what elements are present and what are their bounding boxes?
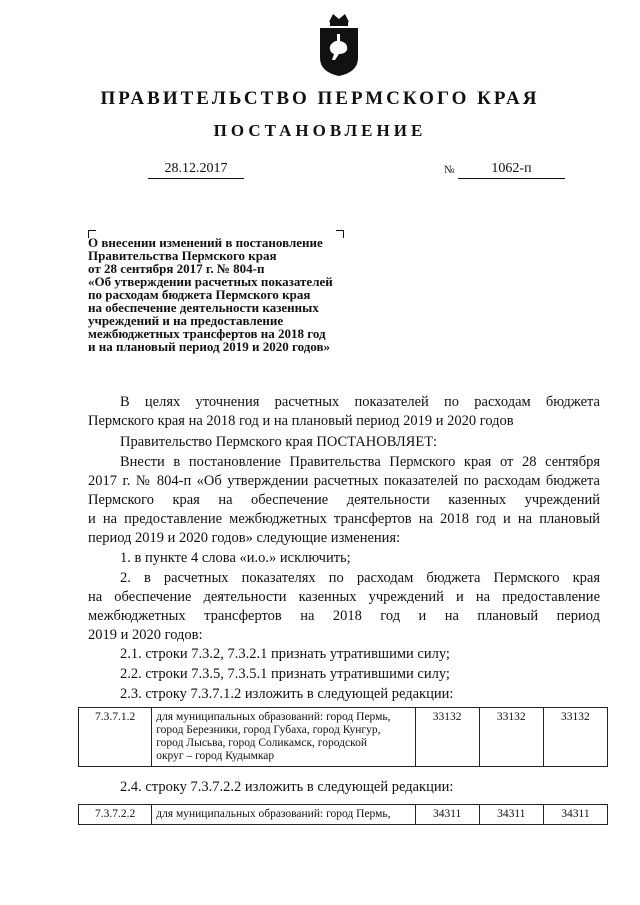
paragraph-amend xyxy=(88,453,600,548)
item-2-4 xyxy=(88,778,600,797)
paragraph-resolves xyxy=(88,433,600,452)
title-line: Правительства Пермского края xyxy=(88,248,277,263)
text-line: на обеспечение деятельности казенных учреждений и на предоставление xyxy=(88,589,600,605)
text-line: 1. в пункте 4 слова «и.о.» исключить; xyxy=(120,550,351,566)
text-line: Пермского края на 2018 год и на плановый период 2019 и 2020 годов xyxy=(88,413,514,429)
title-line: «Об утверждении расчетных показателей xyxy=(88,274,333,289)
table-row-7-3-7-1-2 xyxy=(78,707,608,767)
desc-line: округ – город Кудымкар xyxy=(156,750,275,762)
desc-line: город Березники, город Губаха, город Кунгур, xyxy=(156,724,381,736)
desc-line: для муниципальных образований: город Пермь, xyxy=(156,808,391,820)
text-line: 2.2. строки 7.3.5, 7.3.5.1 признать утратившими силу; xyxy=(120,666,450,682)
item-2-2 xyxy=(88,665,600,684)
coat-of-arms-icon xyxy=(317,10,361,78)
text-line: межбюджетных трансфертов на 2018 год и на плановый период xyxy=(88,608,600,624)
text-line: В целях уточнения расчетных показателей по расходам бюджета xyxy=(120,394,600,410)
table-row-7-3-7-2-2 xyxy=(78,804,608,825)
row-code: 7.3.7.1.2 xyxy=(79,708,152,767)
text-line: 2.1. строки 7.3.2, 7.3.2.1 признать утратившими силу; xyxy=(120,646,450,662)
text-line: 2. в расчетных показателях по расходам бюджета Пермского края xyxy=(120,570,600,586)
number-sign: № xyxy=(444,164,455,176)
value-2020: 34311 xyxy=(543,805,607,825)
title-line: на обеспечение деятельности казенных xyxy=(88,300,319,315)
value-2020: 33132 xyxy=(543,708,607,767)
text-line: Внести в постановление Правительства Пермского края от 28 сентября xyxy=(120,454,600,470)
value-2019: 33132 xyxy=(479,708,543,767)
title-line: учреждений и на предоставление xyxy=(88,313,284,328)
document-type: ПОСТАНОВЛЕНИЕ xyxy=(213,121,427,140)
item-2-1 xyxy=(88,645,600,664)
row-description xyxy=(152,708,415,767)
document-title xyxy=(88,236,388,353)
row-description xyxy=(152,805,415,825)
item-1 xyxy=(88,549,600,568)
title-line: межбюджетных трансфертов на 2018 год xyxy=(88,326,326,341)
text-line: 2017 г. № 804-п «Об утверждении расчетных показателей по расходам бюджета xyxy=(88,473,600,489)
text-line: период 2019 и 2020 годов» следующие изменения: xyxy=(88,530,401,546)
title-line: О внесении изменений в постановление xyxy=(88,235,323,250)
value-2018: 34311 xyxy=(415,805,479,825)
value-2018: 33132 xyxy=(415,708,479,767)
row-code: 7.3.7.2.2 xyxy=(79,805,152,825)
value-2019: 34311 xyxy=(479,805,543,825)
title-line: от 28 сентября 2017 г. № 804-п xyxy=(88,261,265,276)
text-line: 2019 и 2020 годов: xyxy=(88,627,203,643)
document-date: 28.12.2017 xyxy=(148,161,244,179)
paragraph-purpose xyxy=(88,393,600,431)
government-name: ПРАВИТЕЛЬСТВО ПЕРМСКОГО КРАЯ xyxy=(100,88,540,109)
text-line: и на предоставление межбюджетных трансфертов на 2018 год и на плановый xyxy=(88,511,600,527)
document-number: 1062-п xyxy=(458,161,565,179)
title-line: по расходам бюджета Пермского края xyxy=(88,287,311,302)
item-2-3 xyxy=(88,685,600,704)
text-line: Правительство Пермского края ПОСТАНОВЛЯЕТ: xyxy=(120,434,438,450)
title-line: и на плановый период 2019 и 2020 годов» xyxy=(88,339,330,354)
desc-line: город Лысьва, город Соликамск, городской xyxy=(156,737,367,749)
desc-line: для муниципальных образований: город Пермь, xyxy=(156,711,391,723)
item-2 xyxy=(88,569,600,645)
text-line: 2.4. строку 7.3.7.2.2 изложить в следующей редакции: xyxy=(120,779,454,795)
text-line: 2.3. строку 7.3.7.1.2 изложить в следующей редакции: xyxy=(120,686,454,702)
text-line: Пермского края на обеспечение деятельности казенных учреждений xyxy=(88,492,600,508)
